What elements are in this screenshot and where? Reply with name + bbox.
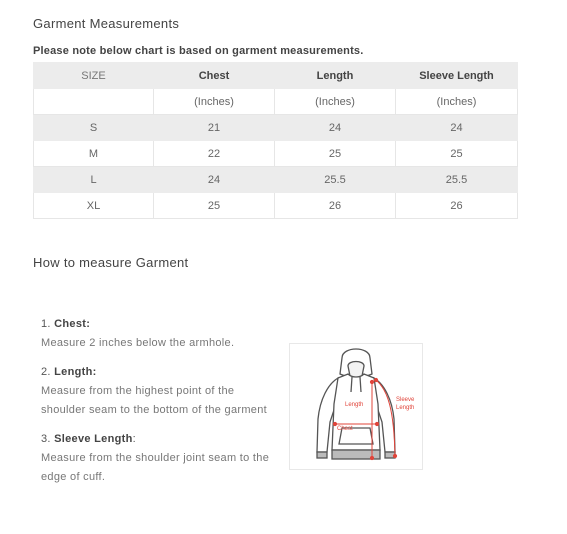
unit-cell — [34, 89, 154, 115]
table-row — [34, 115, 518, 141]
table-header-row — [34, 63, 518, 89]
header-length: Length — [275, 63, 396, 89]
sleeve-cell: 26 — [396, 193, 518, 219]
table-row — [34, 167, 518, 193]
hoodie-icon — [290, 344, 422, 469]
size-cell: XL — [34, 193, 154, 219]
header-size: SIZE — [34, 63, 154, 89]
step-label: Sleeve Length — [54, 433, 133, 445]
step-length — [41, 363, 281, 420]
step-sleeve-length — [41, 430, 281, 487]
sleeve-cell: 25 — [396, 141, 518, 167]
step-heading — [41, 315, 281, 334]
length-label: Length — [345, 402, 364, 408]
measure-steps — [41, 315, 281, 497]
sleeve-label-line1: Sleeve — [396, 397, 415, 403]
step-chest — [41, 315, 281, 353]
chart-note: Please note below chart is based on garment measurements. — [33, 45, 364, 57]
step-number: 2. — [41, 366, 51, 378]
step-text: Measure from the shoulder joint seam to the edge of cuff. — [41, 452, 270, 483]
sleeve-label-line2: Length — [396, 405, 415, 411]
units-row — [34, 89, 518, 115]
unit-cell: (Inches) — [275, 89, 396, 115]
sleeve-cell: 24 — [396, 115, 518, 141]
chest-cell: 22 — [154, 141, 275, 167]
step-label-suffix: : — [132, 433, 136, 445]
length-cell: 25.5 — [275, 167, 396, 193]
size-cell: S — [34, 115, 154, 141]
how-to-measure-title: How to measure Garment — [33, 255, 189, 270]
step-number: 1. — [41, 318, 51, 330]
header-chest: Chest — [154, 63, 275, 89]
length-cell: 24 — [275, 115, 396, 141]
unit-cell: (Inches) — [396, 89, 518, 115]
length-cell: 25 — [275, 141, 396, 167]
page-title: Garment Measurements — [33, 16, 180, 31]
step-text: Measure 2 inches below the armhole. — [41, 337, 235, 349]
step-number: 3. — [41, 433, 51, 445]
unit-cell: (Inches) — [154, 89, 275, 115]
chest-cell: 24 — [154, 167, 275, 193]
step-heading — [41, 363, 281, 382]
size-cell: M — [34, 141, 154, 167]
size-chart-table — [33, 62, 518, 219]
size-cell: L — [34, 167, 154, 193]
table-row — [34, 193, 518, 219]
step-heading — [41, 430, 281, 449]
length-cell: 26 — [275, 193, 396, 219]
chest-cell: 25 — [154, 193, 275, 219]
step-text: Measure from the highest point of the shoulder seam to the bottom of the garment — [41, 385, 267, 416]
header-sleeve-length: Sleeve Length — [396, 63, 518, 89]
sleeve-cell: 25.5 — [396, 167, 518, 193]
chest-cell: 21 — [154, 115, 275, 141]
table-row — [34, 141, 518, 167]
chest-label: Chest — [337, 426, 353, 432]
step-label: Length: — [54, 366, 97, 378]
step-label: Chest: — [54, 318, 91, 330]
hoodie-measurement-diagram — [289, 343, 423, 470]
